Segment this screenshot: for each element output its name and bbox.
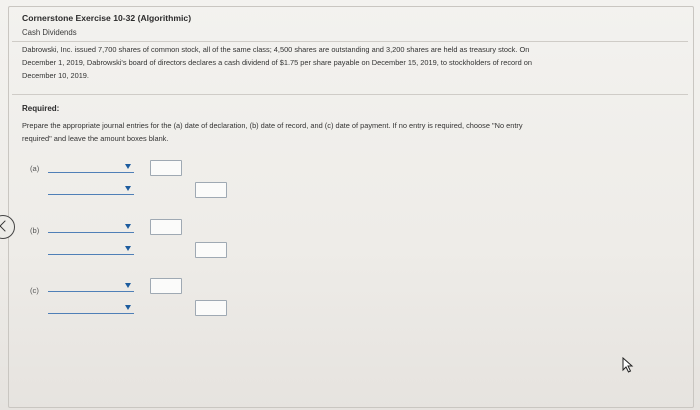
entry-a-debit-amount-input[interactable]	[150, 160, 182, 176]
exercise-subtitle: Cash Dividends	[22, 28, 77, 37]
entry-c-debit-account-select[interactable]	[48, 281, 134, 292]
dropdown-arrow-icon	[125, 305, 131, 310]
mouse-pointer-icon	[622, 357, 634, 373]
exercise-title: Cornerstone Exercise 10-32 (Algorithmic)	[22, 13, 192, 23]
problem-line-3: December 10, 2019.	[22, 71, 89, 80]
entry-c-credit-amount-input[interactable]	[195, 300, 227, 316]
divider	[12, 94, 688, 95]
entry-b-credit-account-select[interactable]	[48, 244, 134, 255]
entry-b-credit-amount-input[interactable]	[195, 242, 227, 258]
entry-c-credit-account-select[interactable]	[48, 303, 134, 314]
entry-c-debit-amount-input[interactable]	[150, 278, 182, 294]
required-line-1: Prepare the appropriate journal entries for the (a) date of declaration, (b) date of record, and (c) date of payment. If no entry is required, choose "No entry	[22, 121, 523, 130]
entry-a-label: (a)	[30, 164, 40, 173]
dropdown-arrow-icon	[125, 246, 131, 251]
entry-a-debit-account-select[interactable]	[48, 162, 134, 173]
required-heading: Required:	[22, 104, 60, 113]
entry-b-label: (b)	[30, 226, 40, 235]
dropdown-arrow-icon	[125, 224, 131, 229]
entry-a-credit-account-select[interactable]	[48, 184, 134, 195]
required-line-2: required" and leave the amount boxes blank.	[22, 134, 169, 143]
entry-a-credit-amount-input[interactable]	[195, 182, 227, 198]
entry-b-debit-account-select[interactable]	[48, 222, 134, 233]
dropdown-arrow-icon	[125, 164, 131, 169]
divider	[12, 41, 688, 42]
problem-line-2: December 1, 2019, Dabrowski's board of directors declares a cash dividend of $1.75 per share payable on December 15, 2019, to stockholders of record on	[22, 58, 533, 67]
problem-line-1: Dabrowski, Inc. issued 7,700 shares of common stock, all of the same class; 4,500 shares are outstanding and 3,200 shares are held as treasury stock. On	[22, 45, 530, 54]
entry-c-label: (c)	[30, 286, 39, 295]
dropdown-arrow-icon	[125, 283, 131, 288]
dropdown-arrow-icon	[125, 186, 131, 191]
entry-b-debit-amount-input[interactable]	[150, 219, 182, 235]
